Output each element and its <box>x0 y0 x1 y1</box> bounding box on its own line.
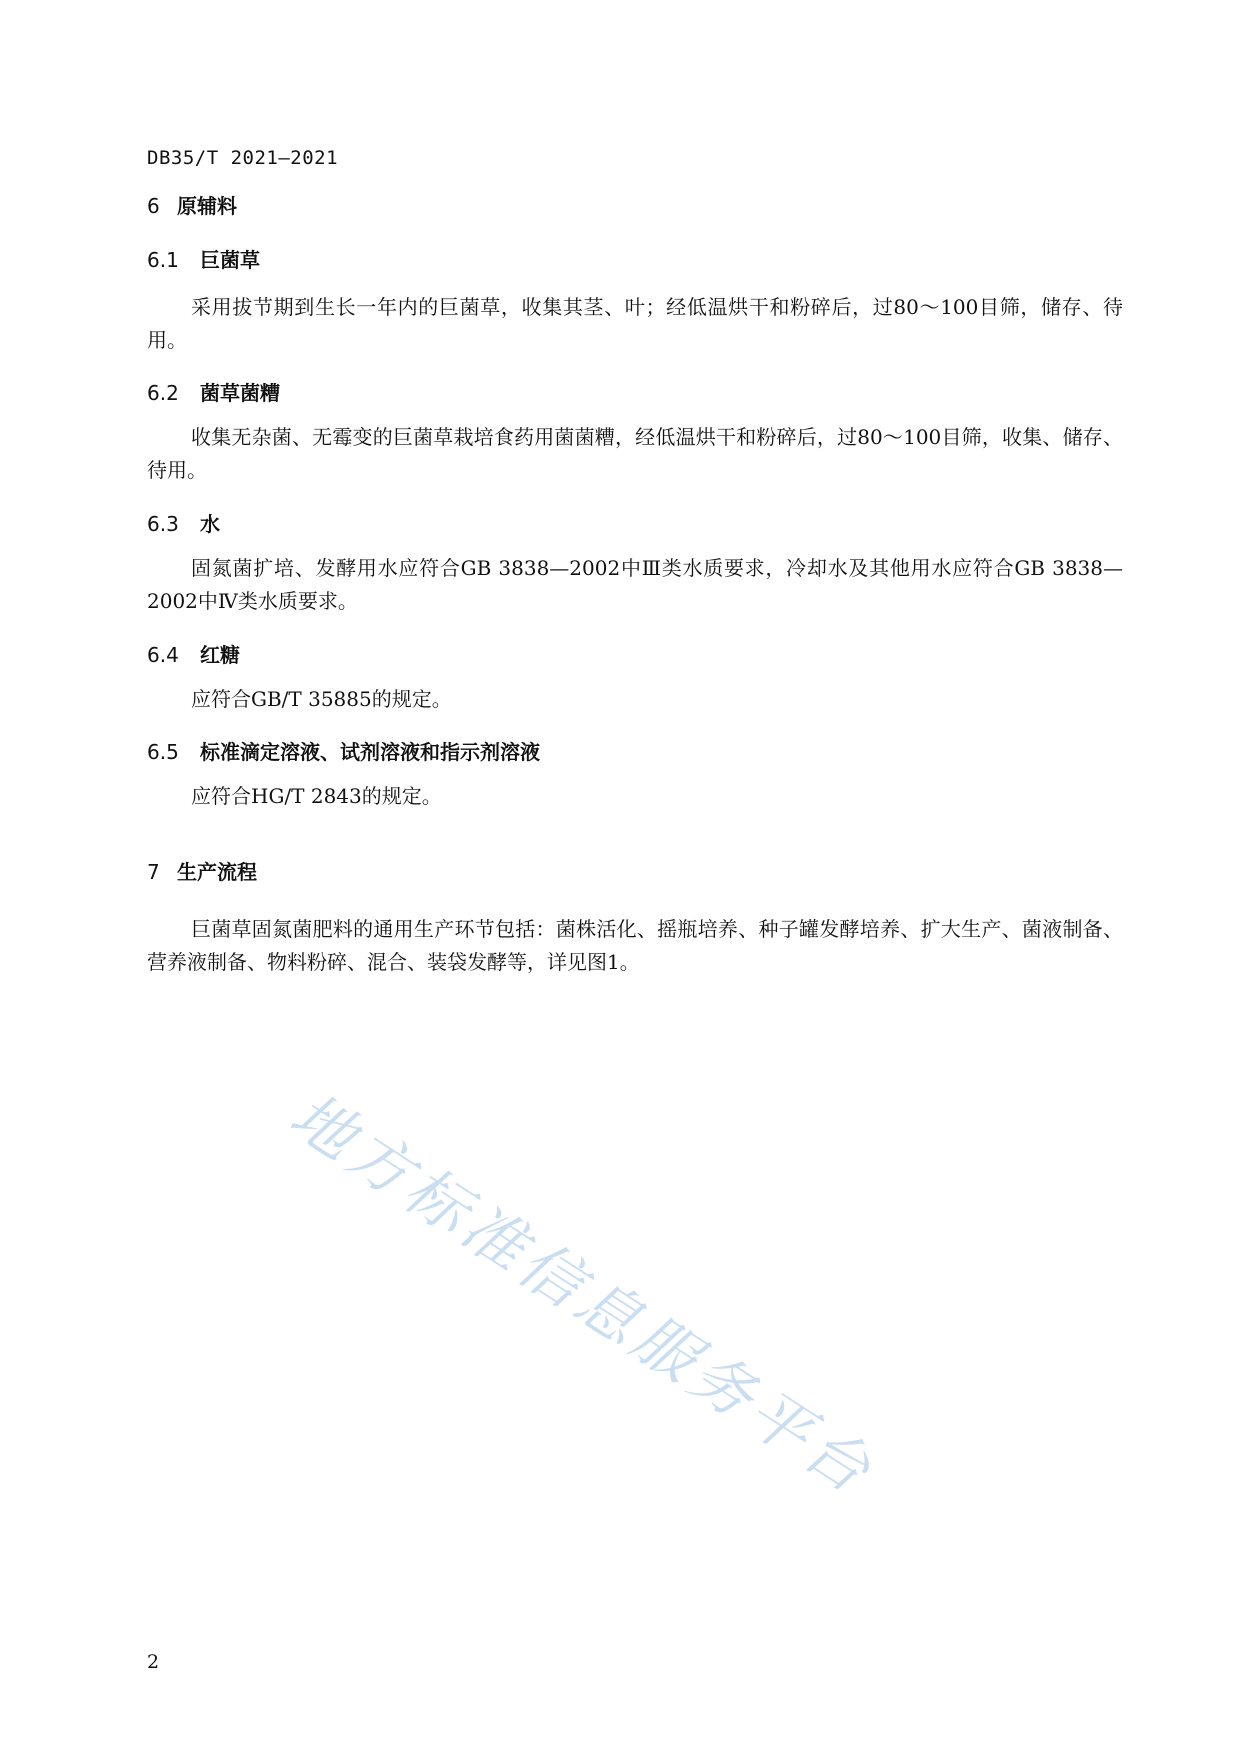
section-number: 6 <box>147 194 160 218</box>
section-heading-6-5 <box>147 736 540 765</box>
section-title: 生产流程 <box>177 860 257 884</box>
section-number: 6.3 <box>147 512 179 536</box>
section-number: 7 <box>147 860 160 884</box>
section-number: 6.4 <box>147 643 179 667</box>
section-body-6-2: 收集无杂菌、无霉变的巨菌草栽培食药用菌菌糟，经低温烘干和粉碎后，过80～100目筛，收集、储存、待用。 <box>147 425 1123 482</box>
section-number: 6.1 <box>147 248 179 272</box>
section-body-6-1: 采用拔节期到生长一年内的巨菌草，收集其茎、叶；经低温烘干和粉碎后，过80～100目筛，储存、待用。 <box>147 295 1123 352</box>
section-heading-6-4 <box>147 639 240 668</box>
section-body-6-3: 固氮菌扩培、发酵用水应符合GB 3838—2002中Ⅲ类水质要求，冷却水及其他用水应符合GB 3838—2002中Ⅳ类水质要求。 <box>147 556 1123 613</box>
section-heading-7 <box>147 856 257 885</box>
section-heading-6 <box>147 190 237 219</box>
section-title: 原辅料 <box>177 194 237 218</box>
section-title: 水 <box>200 512 220 536</box>
section-body-7: 巨菌草固氮菌肥料的通用生产环节包括：菌株活化、摇瓶培养、种子罐发酵培养、扩大生产、菌液制备、营养液制备、物料粉碎、混合、装袋发酵等，详见图1。 <box>147 917 1123 974</box>
section-heading-6-3 <box>147 508 220 537</box>
section-body-6-5: 应符合HG/T 2843的规定。 <box>191 784 442 808</box>
section-title: 菌草菌糟 <box>200 381 280 405</box>
section-title: 标准滴定溶液、试剂溶液和指示剂溶液 <box>200 740 540 764</box>
section-number: 6.5 <box>147 740 179 764</box>
document-code: DB35/T 2021—2021 <box>147 147 339 169</box>
section-number: 6.2 <box>147 381 179 405</box>
section-title: 红糖 <box>200 643 240 667</box>
section-heading-6-1 <box>147 244 260 273</box>
section-body-6-4: 应符合GB/T 35885的规定。 <box>191 687 452 711</box>
watermark: 地方标准信息服务平台 <box>277 1078 888 1510</box>
section-title: 巨菌草 <box>200 248 260 272</box>
section-heading-6-2 <box>147 377 280 406</box>
page-number: 2 <box>147 1651 160 1673</box>
